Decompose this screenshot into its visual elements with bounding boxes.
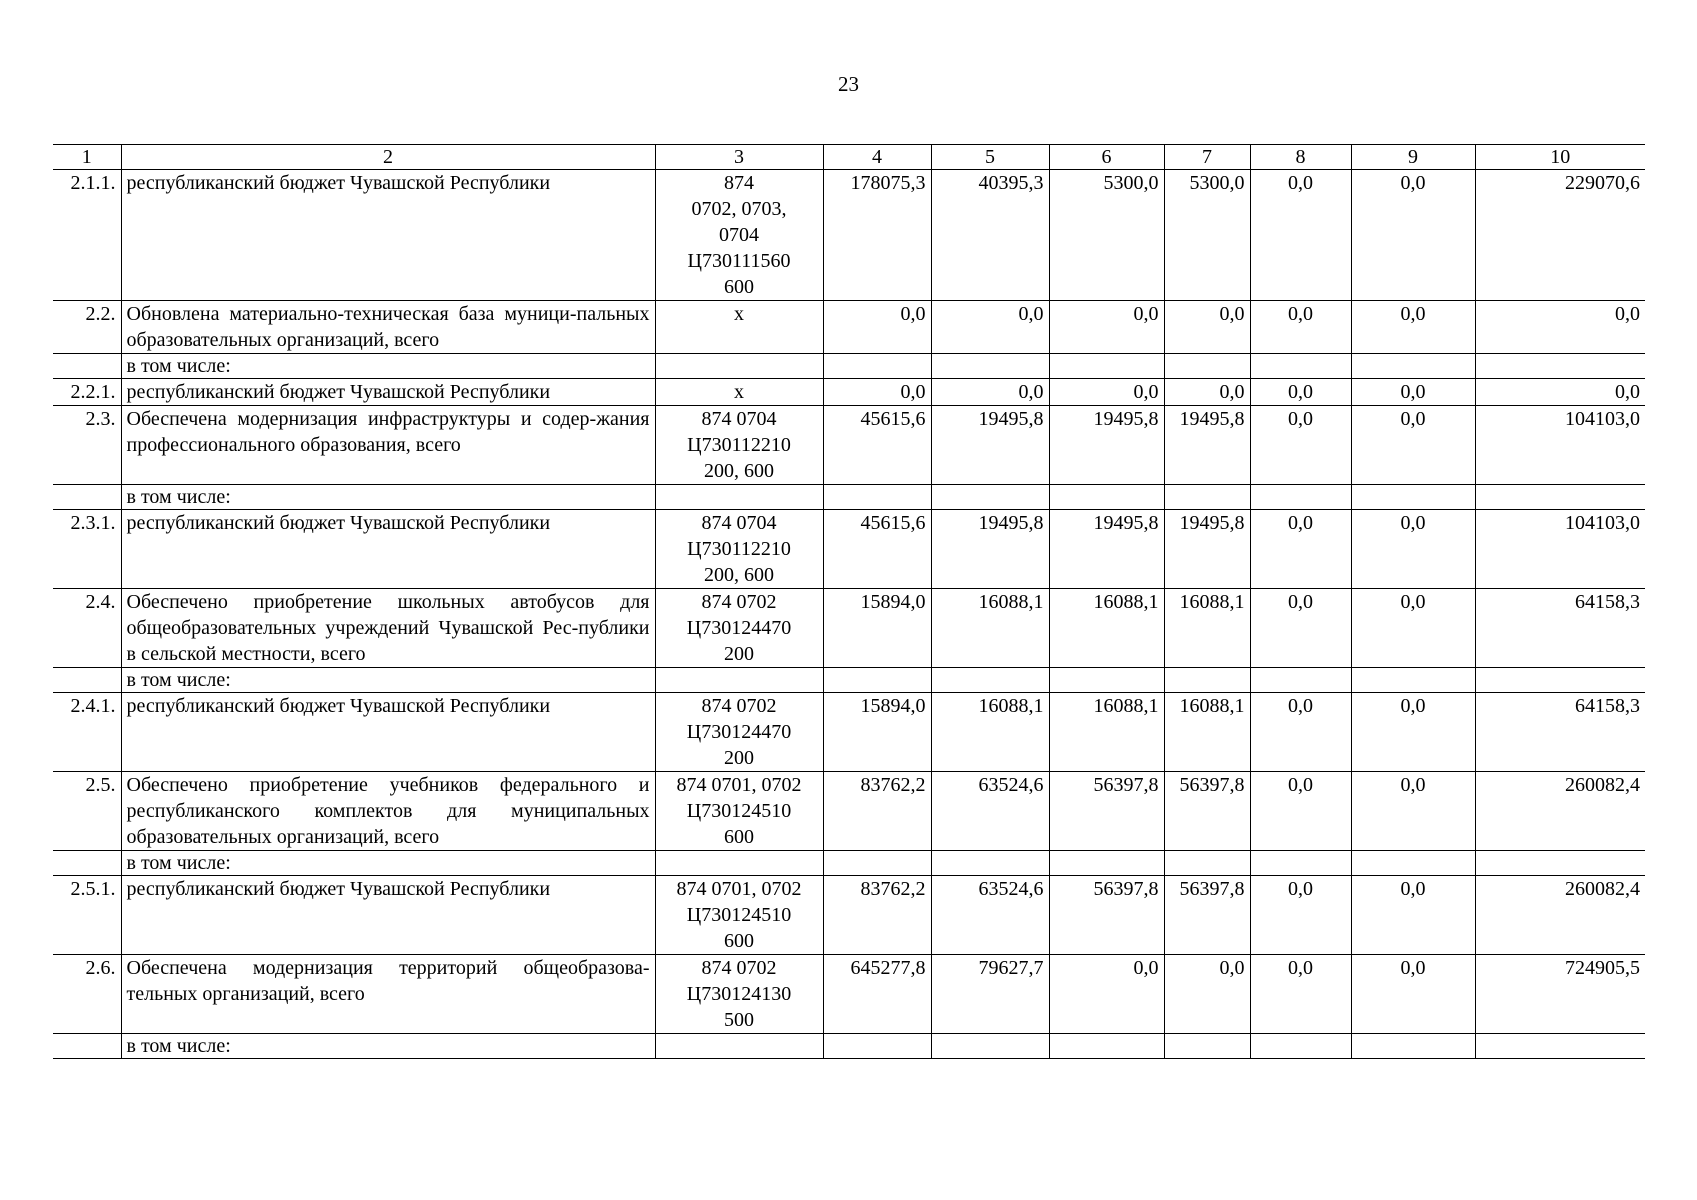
value-total: 724905,5: [1475, 955, 1645, 1034]
value-col-4: 15894,0: [823, 589, 931, 668]
value-total: 64158,3: [1475, 693, 1645, 772]
value-col-9: 0,0: [1351, 876, 1475, 955]
empty-cell: [1164, 851, 1250, 876]
value-col-6: 19495,8: [1049, 406, 1164, 485]
value-col-5: 0,0: [931, 301, 1049, 354]
value-col-8: 0,0: [1250, 301, 1351, 354]
row-number: 2.3.1.: [53, 510, 121, 589]
value-col-8: 0,0: [1250, 772, 1351, 851]
value-col-7: 16088,1: [1164, 589, 1250, 668]
value-col-5: 63524,6: [931, 876, 1049, 955]
in-that-number-label: в том числе:: [121, 1034, 655, 1059]
column-header: 6: [1049, 145, 1164, 170]
value-col-8: 0,0: [1250, 693, 1351, 772]
row-number: [53, 354, 121, 379]
column-header: 7: [1164, 145, 1250, 170]
table-row: [53, 876, 1645, 955]
empty-cell: [823, 485, 931, 510]
budget-code: 874 0701, 0702 Ц730124510 600: [655, 876, 823, 955]
column-header: 4: [823, 145, 931, 170]
row-number: 2.6.: [53, 955, 121, 1034]
table-row: [53, 772, 1645, 851]
empty-cell: [1351, 668, 1475, 693]
value-col-7: 16088,1: [1164, 693, 1250, 772]
value-col-5: 19495,8: [931, 406, 1049, 485]
value-col-9: 0,0: [1351, 955, 1475, 1034]
subtotal-label-row: [53, 851, 1645, 876]
value-col-6: 56397,8: [1049, 772, 1164, 851]
empty-cell: [931, 485, 1049, 510]
empty-cell: [1049, 851, 1164, 876]
table-row: [53, 589, 1645, 668]
value-col-7: 19495,8: [1164, 510, 1250, 589]
value-col-5: 16088,1: [931, 589, 1049, 668]
column-header: 3: [655, 145, 823, 170]
value-col-8: 0,0: [1250, 510, 1351, 589]
row-number: 2.3.: [53, 406, 121, 485]
empty-cell: [1250, 851, 1351, 876]
row-number: [53, 668, 121, 693]
budget-code: 874 0702, 0703, 0704 Ц730111560 600: [655, 170, 823, 301]
in-that-number-label: в том числе:: [121, 354, 655, 379]
value-total: 260082,4: [1475, 772, 1645, 851]
row-number: [53, 1034, 121, 1059]
empty-cell: [931, 354, 1049, 379]
value-col-4: 83762,2: [823, 772, 931, 851]
budget-code: 874 0702 Ц730124470 200: [655, 589, 823, 668]
subtotal-label-row: [53, 354, 1645, 379]
value-total: 104103,0: [1475, 406, 1645, 485]
row-name: Обеспечена модернизация территорий общеобразова-тельных организаций, всего: [121, 955, 655, 1034]
row-name: республиканский бюджет Чувашской Республики: [121, 876, 655, 955]
table-row: [53, 379, 1645, 406]
empty-cell: [1475, 668, 1645, 693]
value-col-4: 178075,3: [823, 170, 931, 301]
budget-code: 874 0704 Ц730112210 200, 600: [655, 406, 823, 485]
value-col-4: 45615,6: [823, 406, 931, 485]
value-col-6: 16088,1: [1049, 589, 1164, 668]
value-col-9: 0,0: [1351, 510, 1475, 589]
empty-cell: [1250, 1034, 1351, 1059]
column-header: 10: [1475, 145, 1645, 170]
empty-cell: [655, 485, 823, 510]
value-col-4: 45615,6: [823, 510, 931, 589]
empty-cell: [655, 851, 823, 876]
row-number: 2.1.1.: [53, 170, 121, 301]
empty-cell: [1475, 1034, 1645, 1059]
budget-code: 874 0701, 0702 Ц730124510 600: [655, 772, 823, 851]
empty-cell: [1164, 354, 1250, 379]
in-that-number-label: в том числе:: [121, 851, 655, 876]
value-col-6: 0,0: [1049, 379, 1164, 406]
value-col-6: 56397,8: [1049, 876, 1164, 955]
value-col-7: 56397,8: [1164, 876, 1250, 955]
empty-cell: [931, 668, 1049, 693]
value-col-7: 0,0: [1164, 379, 1250, 406]
in-that-number-label: в том числе:: [121, 485, 655, 510]
value-col-4: 0,0: [823, 379, 931, 406]
row-number: 2.2.1.: [53, 379, 121, 406]
row-number: 2.4.: [53, 589, 121, 668]
row-name: Обеспечено приобретение учебников федерального и республиканского комплектов для муниципальных образовательных организаций, всего: [121, 772, 655, 851]
value-col-4: 83762,2: [823, 876, 931, 955]
empty-cell: [655, 668, 823, 693]
value-col-6: 0,0: [1049, 301, 1164, 354]
empty-cell: [1351, 851, 1475, 876]
budget-code: х: [655, 301, 823, 354]
budget-code: х: [655, 379, 823, 406]
subtotal-label-row: [53, 668, 1645, 693]
value-total: 0,0: [1475, 379, 1645, 406]
value-col-8: 0,0: [1250, 406, 1351, 485]
value-total: 104103,0: [1475, 510, 1645, 589]
value-col-9: 0,0: [1351, 301, 1475, 354]
value-total: 64158,3: [1475, 589, 1645, 668]
subtotal-label-row: [53, 485, 1645, 510]
column-header: 5: [931, 145, 1049, 170]
subtotal-label-row: [53, 1034, 1645, 1059]
table-row: [53, 955, 1645, 1034]
empty-cell: [1164, 485, 1250, 510]
value-col-5: 63524,6: [931, 772, 1049, 851]
row-name: Обновлена материально-техническая база муници-пальных образовательных организаций, всего: [121, 301, 655, 354]
empty-cell: [1164, 668, 1250, 693]
value-col-5: 19495,8: [931, 510, 1049, 589]
empty-cell: [1049, 1034, 1164, 1059]
column-header: 9: [1351, 145, 1475, 170]
value-col-9: 0,0: [1351, 589, 1475, 668]
empty-cell: [1049, 668, 1164, 693]
value-col-5: 79627,7: [931, 955, 1049, 1034]
value-col-8: 0,0: [1250, 589, 1351, 668]
value-col-9: 0,0: [1351, 772, 1475, 851]
row-name: республиканский бюджет Чувашской Республики: [121, 170, 655, 301]
value-col-8: 0,0: [1250, 170, 1351, 301]
budget-code: 874 0704 Ц730112210 200, 600: [655, 510, 823, 589]
value-col-9: 0,0: [1351, 379, 1475, 406]
empty-cell: [931, 851, 1049, 876]
value-col-4: 645277,8: [823, 955, 931, 1034]
value-col-6: 19495,8: [1049, 510, 1164, 589]
column-header: 1: [53, 145, 121, 170]
value-total: 0,0: [1475, 301, 1645, 354]
empty-cell: [1475, 851, 1645, 876]
value-total: 229070,6: [1475, 170, 1645, 301]
in-that-number-label: в том числе:: [121, 668, 655, 693]
column-header: 2: [121, 145, 655, 170]
column-header-row: [53, 145, 1645, 170]
value-col-8: 0,0: [1250, 955, 1351, 1034]
empty-cell: [823, 1034, 931, 1059]
value-col-5: 40395,3: [931, 170, 1049, 301]
page-number: 23: [838, 72, 859, 96]
empty-cell: [1049, 485, 1164, 510]
value-col-7: 5300,0: [1164, 170, 1250, 301]
empty-cell: [1164, 1034, 1250, 1059]
value-col-7: 0,0: [1164, 301, 1250, 354]
empty-cell: [1475, 485, 1645, 510]
empty-cell: [1351, 1034, 1475, 1059]
value-col-7: 0,0: [1164, 955, 1250, 1034]
value-col-4: 15894,0: [823, 693, 931, 772]
row-number: 2.5.: [53, 772, 121, 851]
value-col-8: 0,0: [1250, 876, 1351, 955]
empty-cell: [823, 851, 931, 876]
empty-cell: [931, 1034, 1049, 1059]
value-col-7: 19495,8: [1164, 406, 1250, 485]
value-col-5: 16088,1: [931, 693, 1049, 772]
empty-cell: [1250, 668, 1351, 693]
table-row: [53, 301, 1645, 354]
value-total: 260082,4: [1475, 876, 1645, 955]
row-number: [53, 485, 121, 510]
row-number: 2.2.: [53, 301, 121, 354]
value-col-8: 0,0: [1250, 379, 1351, 406]
value-col-6: 5300,0: [1049, 170, 1164, 301]
empty-cell: [1475, 354, 1645, 379]
column-header: 8: [1250, 145, 1351, 170]
empty-cell: [823, 354, 931, 379]
row-name: республиканский бюджет Чувашской Республики: [121, 379, 655, 406]
value-col-9: 0,0: [1351, 406, 1475, 485]
row-number: [53, 851, 121, 876]
value-col-7: 56397,8: [1164, 772, 1250, 851]
table-row: [53, 693, 1645, 772]
empty-cell: [1250, 485, 1351, 510]
empty-cell: [1351, 485, 1475, 510]
empty-cell: [655, 1034, 823, 1059]
value-col-9: 0,0: [1351, 693, 1475, 772]
table-row: [53, 406, 1645, 485]
value-col-9: 0,0: [1351, 170, 1475, 301]
budget-table: [53, 144, 1645, 1059]
empty-cell: [1351, 354, 1475, 379]
row-name: Обеспечено приобретение школьных автобусов для общеобразовательных учреждений Чувашской Рес-публики в сельской местности, всего: [121, 589, 655, 668]
row-name: республиканский бюджет Чувашской Республики: [121, 510, 655, 589]
budget-code: 874 0702 Ц730124470 200: [655, 693, 823, 772]
empty-cell: [655, 354, 823, 379]
table-row: [53, 510, 1645, 589]
empty-cell: [1250, 354, 1351, 379]
row-name: Обеспечена модернизация инфраструктуры и содер-жания профессионального образования, всего: [121, 406, 655, 485]
row-number: 2.4.1.: [53, 693, 121, 772]
value-col-4: 0,0: [823, 301, 931, 354]
table-row: [53, 170, 1645, 301]
value-col-5: 0,0: [931, 379, 1049, 406]
value-col-6: 16088,1: [1049, 693, 1164, 772]
empty-cell: [1049, 354, 1164, 379]
row-name: республиканский бюджет Чувашской Республики: [121, 693, 655, 772]
row-number: 2.5.1.: [53, 876, 121, 955]
empty-cell: [823, 668, 931, 693]
budget-code: 874 0702 Ц730124130 500: [655, 955, 823, 1034]
value-col-6: 0,0: [1049, 955, 1164, 1034]
